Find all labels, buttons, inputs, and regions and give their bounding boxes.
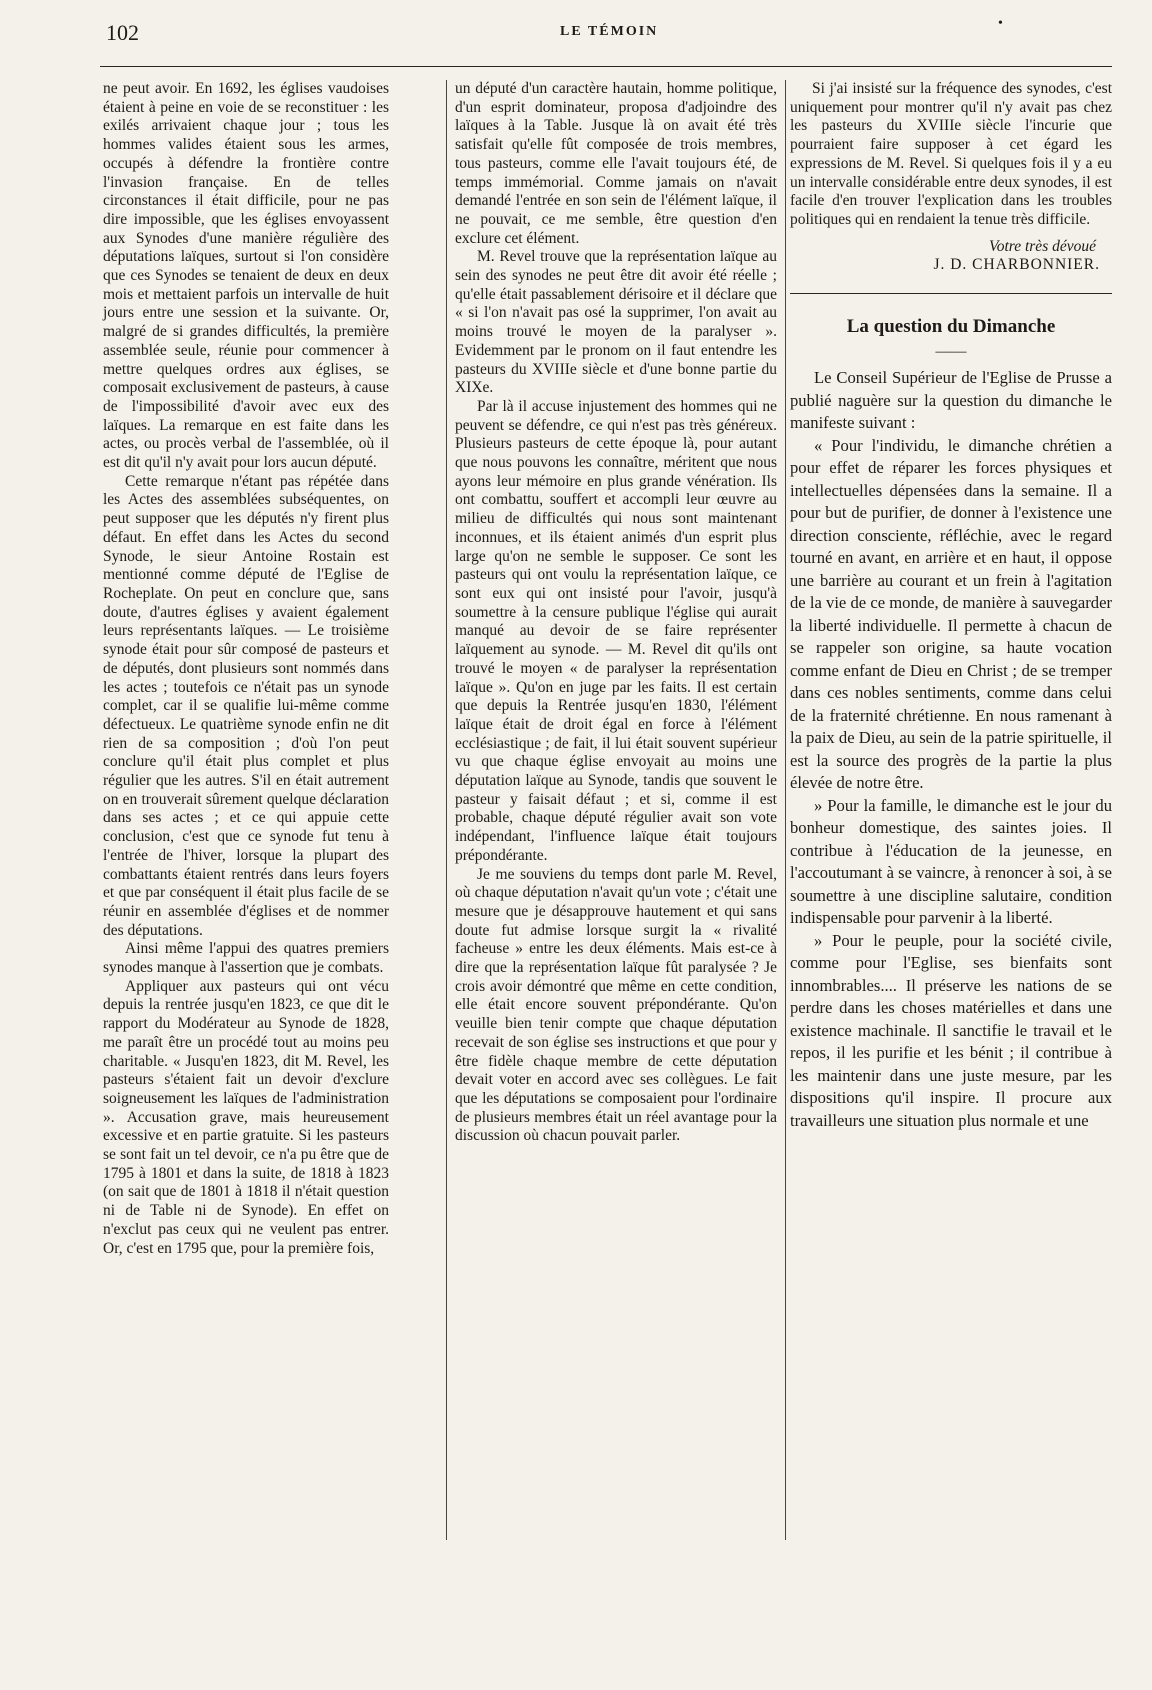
paragraph: Le Conseil Supérieur de l'Eglise de Prusse a publié naguère sur la question du dimanche le manifeste suivant :	[790, 368, 1112, 433]
letter-closing: Votre très dévoué	[988, 237, 1096, 255]
column-1	[103, 80, 389, 1258]
paragraph: M. Revel trouve que la représentation laïque au sein des synodes ne peut être dit avoir été réelle ; qu'elle était passablement dérisoire et il déclare que « si l'on n'avait pas osé la supprimer, l'on avait au moins trouvé le moyen de la paralyser ». Evidemment par le pronom on il faut entendre les pasteurs du XVIIIe siècle et d'une bonne partie du XIXe.	[455, 248, 777, 397]
paragraph: « Pour l'individu, le dimanche chrétien a pour effet de réparer les forces physiques et intellectuelles dépensées dans la semaine. Il a pour but de purifier, de donner à l'existence une direction consciente, réfléchie, avec le regard tourné en avant, en arrière et en haut, il oppose une barrière au courant et un frein à l'agitation de la vie de ce monde, de manière à sauvegarder la liberté individuelle. Il permette à chacun de se rappeler son origine, sa haute vocation comme enfant de Dieu en Christ ; de se tremper dans ces nobles sentiments, comme dans celui de la fraternité chrétienne. En nous ramenant à la paix de Dieu, au sein de la patrie spirituelle, il est la source des progrès de la partie la plus élevée de notre être.	[790, 435, 1112, 793]
page-number: 102	[106, 20, 139, 45]
header-mark: •	[998, 16, 1003, 31]
column-2	[446, 80, 786, 1540]
paragraph: un député d'un caractère hautain, homme politique, d'un esprit dominateur, proposa d'adjoindre des laïques à la Table. Jusque là on avait été très satisfait qu'elle fût composée de trois membres, tous pasteurs, comme elle l'avait toujours été, de temps immémorial. Comme jamais on n'avait demandé l'entrée en son sein de l'élément laïque, il ne pouvait, ce me semble, être question d'en exclure cet élément.	[455, 80, 777, 247]
paragraph: » Pour le peuple, pour la société civile, comme pour l'Eglise, ses bienfaits sont innombrables.... Il préserve les nations de se perdre dans les choses matérielles et dans une existence machinale. Il sanctifie le travail et le repos, il les purifie et les bénit ; il contribue à les maintenir dans une juste mesure, par les dispositions qu'il inspire. Il procure aux travailleurs une situation plus normale et une	[790, 930, 1112, 1130]
paragraph: Par là il accuse injustement des hommes qui ne peuvent se défendre, ce qui n'est pas très généreux. Plusieurs pasteurs de cette époque là, pour autant que nous pouvons les connaître, méritent que nous ayons leur mémoire en plus grande vénération. Ils ont combattu, souffert et accompli leur œuvre au milieu de difficultés qui nous sont maintenant inconnues, et ils étaient animés d'un esprit plus large qu'on ne semble le supposer. Ce sont les pasteurs qui ont voulu la représentation laïque, ce sont eux qui ont insisté pour l'avoir, jusqu'à soumettre à la censure publique l'église qui aurait manqué au devoir de se faire représenter laïquement au synode. — M. Revel dit qu'ils ont trouvé le moyen « de paralyser la représentation laïque ». Qu'on en juge par les faits. Il est certain que depuis la Rentrée jusqu'en 1830, l'élément laïque était de droit égal en force à l'élément ecclésiastique ; de fait, il lui était souvent supérieur vu que chaque église envoyait au moins une députation laïque au Synode, tandis que souvent le pasteur y faisait défaut ; et si, comme il est probable, chaque député régulier avait son vote indépendant, l'influence laïque était toujours prépondérante.	[455, 397, 777, 864]
letter-closing-paragraph: Si j'ai insisté sur la fréquence des synodes, c'est uniquement pour montrer qu'il n'y avait pas chez les pasteurs du XVIIIe siècle l'incurie que pourraient faire supposer à cet égard les expressions de M. Revel. Si quelques fois il y a eu un intervalle considérable entre deux synodes, il est facile d'en trouver l'explication dans les troubles politiques qui en rendaient la tenue très difficile.	[790, 80, 1112, 228]
letter-signature: J. D. CHARBONNIER.	[933, 256, 1100, 274]
paragraph: Je me souviens du temps dont parle M. Revel, où chaque députation n'avait qu'un vote ; c'était une mesure que je désapprouve hautement et qui sans doute fut admise lorsque surgit la « rivalité facheuse » entre les deux éléments. Mais est-ce à dire que la représentation laïque fût paralysée ? Je crois avoir démontré que même en cette condition, elle était encore souvent prépondérante. Qu'on veuille bien tenir compte que chaque députation recevait de son église ses instructions et que pour y être fidèle chaque membre de cette députation devait voter en accord avec ses collègues. Le fait que les députations se composaient pour l'ordinaire de plusieurs membres était un réel avantage pour la discussion où chacun pouvait parler.	[455, 865, 777, 1145]
title-dash: ——	[935, 342, 967, 360]
paragraph: Cette remarque n'étant pas répétée dans les Actes des assemblées subséquentes, on peut supposer que les députés n'y firent plus défaut. En effet dans les Actes du second Synode, le sieur Antoine Rostain est mentionné comme député de l'Eglise de Rocheplate. On peut en conclure que, sans doute, d'autres églises y avaient également leurs représentants laïques. — Le troisième synode était pour sûr composé de pasteurs et de députés, dont plusieurs sont nommés dans les actes ; toutefois ce n'était pas un synode complet, car il se qualifie lui-même comme défectueux. Le quatrième synode enfin ne dit rien de sa composition ; d'où l'on peut conclure qu'il était plus complet et plus régulier que les autres. S'il en était autrement on en trouverait sûrement quelque déclaration dans ses actes ; et ce qui appuie cette conclusion, c'est que ce synode fut tenu à l'entrée de l'hiver, lorsque la plupart des combattants étaient rentrés dans leurs foyers et que par conséquent il était plus facile de se réunir en assemblée d'églises et de nommer des députations.	[103, 472, 389, 939]
header-rule	[100, 66, 1112, 67]
section-divider	[790, 293, 1112, 294]
journal-title: LE TÉMOIN	[560, 24, 659, 39]
paragraph: ne peut avoir. En 1692, les églises vaudoises étaient à peine en voie de se reconstituer : les exilés arrivaient chaque jour ; tous les hommes valides étaient sous les armes, occupés à défendre la frontière contre l'invasion française. En de telles circonstances il était difficile, pour ne pas dire impossible, que les églises envoyassent aux Synodes d'une manière régulière des députations laïques, surtout si l'on considère que ces Synodes se tenaient de deux en deux mois et mettaient parfois un intervalle de huit jours entre une session et la suivante. Or, malgré de si grandes difficultés, la première assemblée seule, réunie pour commencer à mettre quelques ordres aux églises, se composait exclusivement de pasteurs, à cause de l'impossibilité d'avoir avec eux des laïques. La remarque en est faite dans les actes, ou procès verbal de l'assemblée, où il est dit qu'il n'y avait pour lors aucun député.	[103, 80, 389, 472]
paragraph: » Pour la famille, le dimanche est le jour du bonheur domestique, des saintes joies. Il contribue à l'éducation de la jeunesse, en l'accoutumant à se vaincre, à renoncer à soi, à se soumettre à une discipline salutaire, condition indispensable pour parvenir à la liberté.	[790, 795, 1112, 928]
paragraph: Ainsi même l'appui des quatres premiers synodes manque à l'assertion que je combats.	[103, 940, 389, 977]
section-title: La question du Dimanche	[846, 316, 1056, 338]
article-body	[790, 367, 1112, 1132]
paragraph: Appliquer aux pasteurs qui ont vécu depuis la rentrée jusqu'en 1823, ce que dit le rapport du Modérateur au Synode de 1828, me paraît être un procédé tout au moins peu charitable. « Jusqu'en 1823, dit M. Revel, les pasteurs s'étaient fait un devoir d'exclure soigneusement les laïques de l'administration ». Accusation grave, mais heureusement excessive et en partie gratuite. Si les pasteurs se sont fait un tel devoir, ce n'a pu être que de 1795 à 1801 et dans la suite, de 1818 à 1823 (on sait que de 1801 à 1818 il n'était question ni de Table ni de Synode). En effet on n'exclut pas ceux qui ne veulent pas entrer. Or, c'est en 1795 que, pour la première fois,	[103, 977, 389, 1257]
column-3	[790, 80, 1112, 1132]
